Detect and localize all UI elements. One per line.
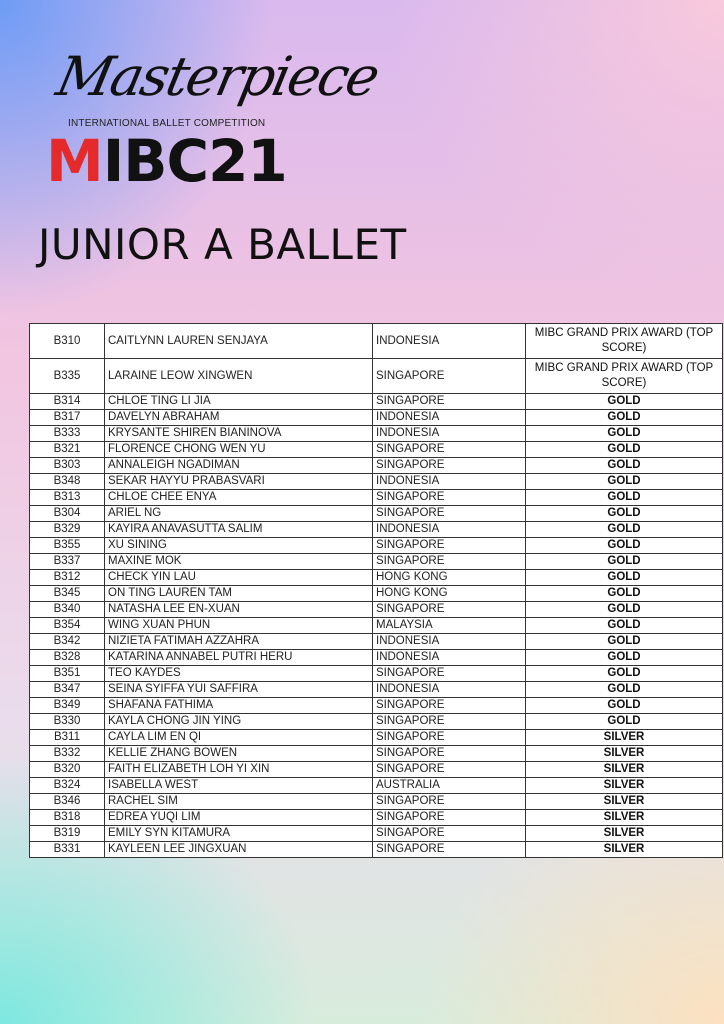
name-cell: CHLOE TING LI JIA xyxy=(105,394,373,410)
table-row xyxy=(30,682,723,698)
results-table xyxy=(29,323,723,858)
country-cell: SINGAPORE xyxy=(373,762,526,778)
table-row xyxy=(30,746,723,762)
table-row xyxy=(30,602,723,618)
award-cell: GOLD xyxy=(526,426,723,442)
award-cell: GOLD xyxy=(526,490,723,506)
award-cell: GOLD xyxy=(526,682,723,698)
table-row xyxy=(30,324,723,359)
logo-subtitle: INTERNATIONAL BALLET COMPETITION xyxy=(68,118,266,129)
name-cell: CHECK YIN LAU xyxy=(105,570,373,586)
code-cell: B328 xyxy=(30,650,105,666)
country-cell: SINGAPORE xyxy=(373,698,526,714)
name-cell: NIZIETA FATIMAH AZZAHRA xyxy=(105,634,373,650)
name-cell: LARAINE LEOW XINGWEN xyxy=(105,359,373,394)
country-cell: SINGAPORE xyxy=(373,538,526,554)
award-cell: SILVER xyxy=(526,842,723,858)
code-cell: B351 xyxy=(30,666,105,682)
name-cell: TEO KAYDES xyxy=(105,666,373,682)
name-cell: DAVELYN ABRAHAM xyxy=(105,410,373,426)
award-cell: GOLD xyxy=(526,394,723,410)
award-cell: GOLD xyxy=(526,650,723,666)
country-cell: SINGAPORE xyxy=(373,394,526,410)
name-cell: KRYSANTE SHIREN BIANINOVA xyxy=(105,426,373,442)
name-cell: FLORENCE CHONG WEN YU xyxy=(105,442,373,458)
name-cell: CAITLYNN LAUREN SENJAYA xyxy=(105,324,373,359)
code-cell: B310 xyxy=(30,324,105,359)
table-row xyxy=(30,506,723,522)
name-cell: FAITH ELIZABETH LOH YI XIN xyxy=(105,762,373,778)
award-cell: GOLD xyxy=(526,666,723,682)
name-cell: CAYLA LIM EN QI xyxy=(105,730,373,746)
country-cell: INDONESIA xyxy=(373,324,526,359)
code-cell: B314 xyxy=(30,394,105,410)
code-cell: B304 xyxy=(30,506,105,522)
name-cell: KELLIE ZHANG BOWEN xyxy=(105,746,373,762)
table-row xyxy=(30,666,723,682)
name-cell: KATARINA ANNABEL PUTRI HERU xyxy=(105,650,373,666)
country-cell: SINGAPORE xyxy=(373,666,526,682)
country-cell: INDONESIA xyxy=(373,650,526,666)
award-cell: GOLD xyxy=(526,410,723,426)
country-cell: SINGAPORE xyxy=(373,506,526,522)
country-cell: SINGAPORE xyxy=(373,794,526,810)
award-cell: SILVER xyxy=(526,730,723,746)
award-cell: GOLD xyxy=(526,586,723,602)
logo-accent-letter: M xyxy=(46,127,103,195)
code-cell: B342 xyxy=(30,634,105,650)
award-cell: GOLD xyxy=(526,554,723,570)
name-cell: ISABELLA WEST xyxy=(105,778,373,794)
country-cell: SINGAPORE xyxy=(373,746,526,762)
table-row xyxy=(30,586,723,602)
name-cell: KAYLEEN LEE JINGXUAN xyxy=(105,842,373,858)
name-cell: SEKAR HAYYU PRABASVARI xyxy=(105,474,373,490)
award-cell: SILVER xyxy=(526,794,723,810)
name-cell: WING XUAN PHUN xyxy=(105,618,373,634)
award-cell: GOLD xyxy=(526,570,723,586)
code-cell: B330 xyxy=(30,714,105,730)
table-row xyxy=(30,426,723,442)
code-cell: B345 xyxy=(30,586,105,602)
name-cell: CHLOE CHEE ENYA xyxy=(105,490,373,506)
table-row xyxy=(30,826,723,842)
country-cell: INDONESIA xyxy=(373,410,526,426)
award-cell: GOLD xyxy=(526,602,723,618)
country-cell: SINGAPORE xyxy=(373,458,526,474)
country-cell: INDONESIA xyxy=(373,426,526,442)
award-cell: SILVER xyxy=(526,762,723,778)
logo-script: Masterpiece xyxy=(51,45,384,108)
code-cell: B329 xyxy=(30,522,105,538)
code-cell: B348 xyxy=(30,474,105,490)
award-cell: GOLD xyxy=(526,698,723,714)
country-cell: SINGAPORE xyxy=(373,714,526,730)
name-cell: NATASHA LEE EN-XUAN xyxy=(105,602,373,618)
code-cell: B318 xyxy=(30,810,105,826)
award-cell: SILVER xyxy=(526,826,723,842)
name-cell: ARIEL NG xyxy=(105,506,373,522)
name-cell: RACHEL SIM xyxy=(105,794,373,810)
table-row xyxy=(30,410,723,426)
code-cell: B347 xyxy=(30,682,105,698)
table-row xyxy=(30,538,723,554)
code-cell: B311 xyxy=(30,730,105,746)
award-cell: GOLD xyxy=(526,538,723,554)
code-cell: B320 xyxy=(30,762,105,778)
award-cell: GOLD xyxy=(526,522,723,538)
table-row xyxy=(30,359,723,394)
country-cell: SINGAPORE xyxy=(373,442,526,458)
award-cell: GOLD xyxy=(526,442,723,458)
country-cell: HONG KONG xyxy=(373,570,526,586)
table-row xyxy=(30,810,723,826)
logo-mibc21 xyxy=(46,127,287,195)
country-cell: INDONESIA xyxy=(373,522,526,538)
award-cell: GOLD xyxy=(526,618,723,634)
page-title: JUNIOR A BALLET xyxy=(38,220,407,269)
country-cell: SINGAPORE xyxy=(373,602,526,618)
code-cell: B349 xyxy=(30,698,105,714)
country-cell: SINGAPORE xyxy=(373,490,526,506)
results-body xyxy=(30,324,723,858)
table-row xyxy=(30,714,723,730)
award-cell: GOLD xyxy=(526,458,723,474)
code-cell: B303 xyxy=(30,458,105,474)
code-cell: B333 xyxy=(30,426,105,442)
name-cell: SEINA SYIFFA YUI SAFFIRA xyxy=(105,682,373,698)
table-row xyxy=(30,698,723,714)
code-cell: B337 xyxy=(30,554,105,570)
code-cell: B354 xyxy=(30,618,105,634)
table-row xyxy=(30,554,723,570)
code-cell: B335 xyxy=(30,359,105,394)
award-cell: MIBC GRAND PRIX AWARD (TOP SCORE) xyxy=(526,324,723,359)
country-cell: MALAYSIA xyxy=(373,618,526,634)
code-cell: B340 xyxy=(30,602,105,618)
code-cell: B312 xyxy=(30,570,105,586)
name-cell: SHAFANA FATHIMA xyxy=(105,698,373,714)
table-row xyxy=(30,778,723,794)
code-cell: B324 xyxy=(30,778,105,794)
table-row xyxy=(30,474,723,490)
country-cell: SINGAPORE xyxy=(373,842,526,858)
award-cell: SILVER xyxy=(526,810,723,826)
table-row xyxy=(30,458,723,474)
country-cell: INDONESIA xyxy=(373,474,526,490)
country-cell: SINGAPORE xyxy=(373,359,526,394)
award-cell: MIBC GRAND PRIX AWARD (TOP SCORE) xyxy=(526,359,723,394)
table-row xyxy=(30,394,723,410)
code-cell: B313 xyxy=(30,490,105,506)
award-cell: SILVER xyxy=(526,746,723,762)
name-cell: MAXINE MOK xyxy=(105,554,373,570)
table-row xyxy=(30,730,723,746)
award-cell: GOLD xyxy=(526,474,723,490)
code-cell: B319 xyxy=(30,826,105,842)
logo-main-text: IBC21 xyxy=(102,127,287,195)
table-row xyxy=(30,570,723,586)
code-cell: B332 xyxy=(30,746,105,762)
award-cell: GOLD xyxy=(526,714,723,730)
name-cell: XU SINING xyxy=(105,538,373,554)
award-cell: GOLD xyxy=(526,506,723,522)
country-cell: INDONESIA xyxy=(373,682,526,698)
country-cell: SINGAPORE xyxy=(373,730,526,746)
code-cell: B355 xyxy=(30,538,105,554)
table-row xyxy=(30,490,723,506)
table-row xyxy=(30,522,723,538)
code-cell: B321 xyxy=(30,442,105,458)
award-cell: GOLD xyxy=(526,634,723,650)
code-cell: B346 xyxy=(30,794,105,810)
table-row xyxy=(30,618,723,634)
country-cell: INDONESIA xyxy=(373,634,526,650)
country-cell: AUSTRALIA xyxy=(373,778,526,794)
country-cell: HONG KONG xyxy=(373,586,526,602)
name-cell: EMILY SYN KITAMURA xyxy=(105,826,373,842)
name-cell: KAYLA CHONG JIN YING xyxy=(105,714,373,730)
name-cell: ON TING LAUREN TAM xyxy=(105,586,373,602)
table-row xyxy=(30,762,723,778)
name-cell: ANNALEIGH NGADIMAN xyxy=(105,458,373,474)
code-cell: B317 xyxy=(30,410,105,426)
country-cell: SINGAPORE xyxy=(373,554,526,570)
table-row xyxy=(30,794,723,810)
code-cell: B331 xyxy=(30,842,105,858)
table-row xyxy=(30,842,723,858)
table-row xyxy=(30,442,723,458)
table-row xyxy=(30,650,723,666)
name-cell: EDREA YUQI LIM xyxy=(105,810,373,826)
award-cell: SILVER xyxy=(526,778,723,794)
name-cell: KAYIRA ANAVASUTTA SALIM xyxy=(105,522,373,538)
country-cell: SINGAPORE xyxy=(373,810,526,826)
table-row xyxy=(30,634,723,650)
country-cell: SINGAPORE xyxy=(373,826,526,842)
